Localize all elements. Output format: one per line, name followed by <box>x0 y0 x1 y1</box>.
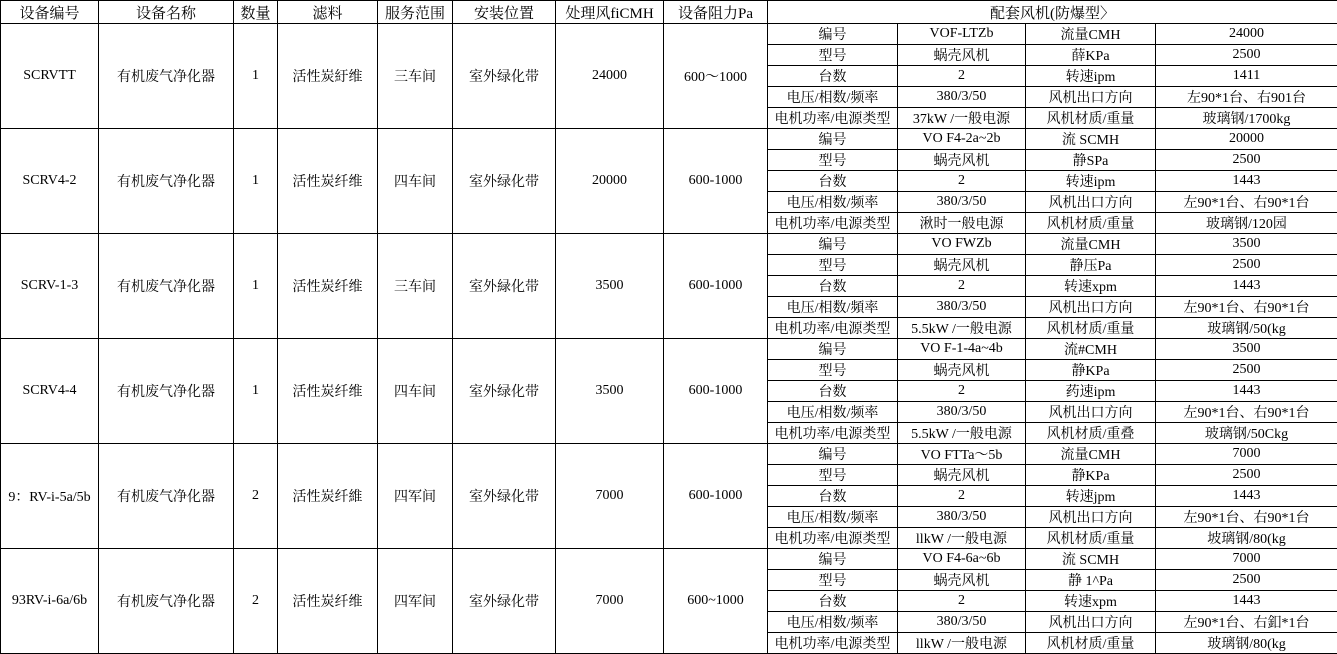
fan-spec-label: 薛KPa <box>1026 45 1156 66</box>
fan-spec-label: 台数 <box>768 171 898 192</box>
fan-spec-value: 玻璃钢/80(kg <box>1156 633 1337 654</box>
cell-quantity: 1 <box>234 129 278 234</box>
fan-spec-value: 37kW /一般电源 <box>898 108 1026 129</box>
cell-airflow: 3500 <box>556 339 664 444</box>
fan-spec-value: 2 <box>898 486 1026 507</box>
fan-spec-value: 3500 <box>1156 339 1337 360</box>
fan-spec-value: 2 <box>898 66 1026 87</box>
fan-spec-value: 玻璃钢/50(kg <box>1156 318 1337 339</box>
cell-airflow: 24000 <box>556 24 664 129</box>
fan-spec-label: 风机材质/重量 <box>1026 318 1156 339</box>
fan-spec-value: 1443 <box>1156 486 1337 507</box>
fan-spec-value: VO FWZb <box>898 234 1026 255</box>
cell-airflow: 7000 <box>556 444 664 549</box>
fan-spec-label: 流量CMH <box>1026 234 1156 255</box>
col-header-airflow: 处理风fiCMH <box>556 1 664 24</box>
fan-spec-value: 蜗壳风机 <box>898 150 1026 171</box>
cell-resistance: 600-1000 <box>664 234 768 339</box>
fan-spec-value: 蜗壳风机 <box>898 360 1026 381</box>
cell-service-area: 三车间 <box>378 234 453 339</box>
fan-spec-value: 380/3/50 <box>898 612 1026 633</box>
fan-spec-value: 2500 <box>1156 255 1337 276</box>
fan-spec-label: 风机材质/重量 <box>1026 633 1156 654</box>
cell-quantity: 1 <box>234 339 278 444</box>
fan-spec-value: 蜗壳风机 <box>898 465 1026 486</box>
fan-spec-value: 湫时一般电源 <box>898 213 1026 234</box>
fan-spec-value: 3500 <box>1156 234 1337 255</box>
fan-spec-label: 型号 <box>768 570 898 591</box>
header-row <box>1 1 1337 24</box>
fan-spec-label: 台数 <box>768 381 898 402</box>
fan-spec-value: 2 <box>898 276 1026 297</box>
cell-equipment-name: 有机废气净化器 <box>99 444 234 549</box>
cell-filter-media: 活性炭纤维 <box>278 129 378 234</box>
fan-spec-value: 蜗壳风机 <box>898 570 1026 591</box>
cell-quantity: 2 <box>234 549 278 654</box>
col-header-fan-group: 配套风机(防爆型〉 <box>768 1 1337 24</box>
col-header-equipment-id: 设备编号 <box>1 1 99 24</box>
fan-spec-value: 7000 <box>1156 549 1337 570</box>
col-header-filter-media: 滤料 <box>278 1 378 24</box>
cell-resistance: 600～1000 <box>664 24 768 129</box>
fan-spec-label: 电压/相数/频率 <box>768 87 898 108</box>
fan-spec-value: 蜗壳风机 <box>898 255 1026 276</box>
fan-spec-label: 风机材质/重量 <box>1026 528 1156 549</box>
cell-quantity: 2 <box>234 444 278 549</box>
fan-spec-label: 流 SCMH <box>1026 129 1156 150</box>
col-header-install-location: 安装位置 <box>453 1 556 24</box>
fan-spec-value: 24000 <box>1156 24 1337 45</box>
cell-resistance: 600~1000 <box>664 549 768 654</box>
fan-spec-value: VOF-LTZb <box>898 24 1026 45</box>
fan-spec-label: 电机功率/电源类型 <box>768 633 898 654</box>
fan-spec-value: 2 <box>898 171 1026 192</box>
fan-spec-value: VO FTTa～5b <box>898 444 1026 465</box>
cell-service-area: 四军间 <box>378 549 453 654</box>
fan-spec-label: 静SPa <box>1026 150 1156 171</box>
fan-spec-label: 流#CMH <box>1026 339 1156 360</box>
fan-spec-label: 风机出口方向 <box>1026 297 1156 318</box>
fan-spec-value: 2 <box>898 591 1026 612</box>
fan-spec-label: 电机功率/电源类型 <box>768 528 898 549</box>
fan-spec-label: 电压/相数/频率 <box>768 507 898 528</box>
fan-spec-label: 型号 <box>768 45 898 66</box>
fan-spec-label: 型号 <box>768 150 898 171</box>
fan-spec-label: 编号 <box>768 549 898 570</box>
fan-spec-value: 380/3/50 <box>898 297 1026 318</box>
fan-spec-label: 台数 <box>768 66 898 87</box>
fan-spec-value: 左90*1台、右90*1台 <box>1156 192 1337 213</box>
fan-spec-value: 2500 <box>1156 465 1337 486</box>
fan-spec-label: 风机出口方向 <box>1026 507 1156 528</box>
fan-spec-value: 380/3/50 <box>898 192 1026 213</box>
cell-quantity: 1 <box>234 234 278 339</box>
fan-spec-value: 左90*1台、右釦*1台 <box>1156 612 1337 633</box>
fan-spec-value: 蜗壳风机 <box>898 45 1026 66</box>
fan-spec-row <box>1 339 1337 360</box>
cell-equipment-id: SCRV-1-3 <box>1 234 99 339</box>
fan-spec-value: 左90*1台、右90*1台 <box>1156 297 1337 318</box>
fan-spec-label: 风机材质/重量 <box>1026 108 1156 129</box>
cell-equipment-name: 有机废气净化器 <box>99 549 234 654</box>
fan-spec-label: 静 1^Pa <box>1026 570 1156 591</box>
fan-spec-label: 流量CMH <box>1026 444 1156 465</box>
cell-filter-media: 活性炭纤维 <box>278 234 378 339</box>
fan-spec-value: 1443 <box>1156 381 1337 402</box>
fan-spec-value: VO F4-2a~2b <box>898 129 1026 150</box>
fan-spec-label: 电机功率/电源类型 <box>768 108 898 129</box>
fan-spec-label: 编号 <box>768 234 898 255</box>
fan-spec-label: 编号 <box>768 339 898 360</box>
fan-spec-label: 编号 <box>768 129 898 150</box>
cell-equipment-id: SCRVTT <box>1 24 99 129</box>
fan-spec-label: 转速ipm <box>1026 66 1156 87</box>
fan-spec-label: 型号 <box>768 465 898 486</box>
fan-spec-label: 风机出口方向 <box>1026 192 1156 213</box>
cell-service-area: 三车间 <box>378 24 453 129</box>
fan-spec-value: VO F-1-4a~4b <box>898 339 1026 360</box>
fan-spec-row <box>1 24 1337 45</box>
cell-quantity: 1 <box>234 24 278 129</box>
cell-filter-media: 活性炭纤维 <box>278 339 378 444</box>
fan-spec-label: 电压/相数/频率 <box>768 612 898 633</box>
fan-spec-value: 7000 <box>1156 444 1337 465</box>
fan-spec-value: 380/3/50 <box>898 507 1026 528</box>
cell-airflow: 3500 <box>556 234 664 339</box>
fan-spec-value: 玻璃钢/50Ckg <box>1156 423 1337 444</box>
fan-spec-value: 1411 <box>1156 66 1337 87</box>
fan-spec-label: 电机功率/电源类型 <box>768 213 898 234</box>
cell-resistance: 600-1000 <box>664 444 768 549</box>
col-header-resistance: 设备阻力Pa <box>664 1 768 24</box>
cell-resistance: 600-1000 <box>664 129 768 234</box>
fan-spec-value: 20000 <box>1156 129 1337 150</box>
fan-spec-label: 静压Pa <box>1026 255 1156 276</box>
fan-spec-value: llkW /一般电源 <box>898 633 1026 654</box>
fan-spec-label: 编号 <box>768 444 898 465</box>
fan-spec-label: 流 SCMH <box>1026 549 1156 570</box>
fan-spec-label: 台数 <box>768 486 898 507</box>
cell-filter-media: 活性炭纤維 <box>278 444 378 549</box>
fan-spec-label: 电机功率/电源类型 <box>768 318 898 339</box>
fan-spec-label: 风机出口方向 <box>1026 87 1156 108</box>
cell-install-location: 室外绿化带 <box>453 549 556 654</box>
fan-spec-value: 1443 <box>1156 591 1337 612</box>
col-header-service-area: 服务范围 <box>378 1 453 24</box>
fan-spec-label: 转速ipm <box>1026 171 1156 192</box>
cell-equipment-id: 9：RV-i-5a/5b <box>1 444 99 549</box>
cell-install-location: 室外绿化带 <box>453 24 556 129</box>
fan-spec-label: 流量CMH <box>1026 24 1156 45</box>
fan-spec-row <box>1 234 1337 255</box>
fan-spec-value: 玻璃钢/1700kg <box>1156 108 1337 129</box>
fan-spec-label: 台数 <box>768 591 898 612</box>
fan-spec-value: 1443 <box>1156 276 1337 297</box>
col-header-quantity: 数量 <box>234 1 278 24</box>
fan-spec-label: 型号 <box>768 360 898 381</box>
cell-resistance: 600-1000 <box>664 339 768 444</box>
fan-spec-label: 转速xpm <box>1026 276 1156 297</box>
cell-equipment-id: 93RV-i-6a/6b <box>1 549 99 654</box>
fan-spec-value: 2500 <box>1156 570 1337 591</box>
fan-spec-label: 风机出口方向 <box>1026 612 1156 633</box>
fan-spec-value: 左90*1台、右90*1台 <box>1156 402 1337 423</box>
fan-spec-label: 药速ipm <box>1026 381 1156 402</box>
cell-install-location: 室外绿化带 <box>453 129 556 234</box>
fan-spec-label: 台数 <box>768 276 898 297</box>
cell-equipment-name: 有机废气净化器 <box>99 24 234 129</box>
cell-equipment-name: 有机废气净化器 <box>99 129 234 234</box>
fan-spec-label: 编号 <box>768 24 898 45</box>
fan-spec-row <box>1 444 1337 465</box>
fan-spec-label: 电压/相数/頻率 <box>768 297 898 318</box>
fan-spec-label: 电压/相数/频率 <box>768 192 898 213</box>
fan-spec-value: 2 <box>898 381 1026 402</box>
fan-spec-label: 风机出口方向 <box>1026 402 1156 423</box>
fan-spec-value: 玻璃钢/120园 <box>1156 213 1337 234</box>
fan-spec-label: 电压/相数/频率 <box>768 402 898 423</box>
fan-spec-value: 左90*1台、右90*1台 <box>1156 507 1337 528</box>
cell-airflow: 20000 <box>556 129 664 234</box>
fan-spec-value: 5.5kW /一般电源 <box>898 423 1026 444</box>
cell-service-area: 四军间 <box>378 444 453 549</box>
cell-install-location: 室外绿化带 <box>453 444 556 549</box>
cell-airflow: 7000 <box>556 549 664 654</box>
fan-spec-value: 2500 <box>1156 150 1337 171</box>
cell-service-area: 四车间 <box>378 339 453 444</box>
fan-spec-value: 左90*1台、右901台 <box>1156 87 1337 108</box>
fan-spec-value: 380/3/50 <box>898 87 1026 108</box>
cell-equipment-id: SCRV4-4 <box>1 339 99 444</box>
fan-spec-value: llkW /一般电源 <box>898 528 1026 549</box>
fan-spec-value: 380/3/50 <box>898 402 1026 423</box>
cell-install-location: 室外绿化带 <box>453 339 556 444</box>
fan-spec-label: 风机材质/重叠 <box>1026 423 1156 444</box>
fan-spec-value: 1443 <box>1156 171 1337 192</box>
fan-spec-label: 转速xpm <box>1026 591 1156 612</box>
cell-install-location: 室外緑化带 <box>453 234 556 339</box>
cell-filter-media: 活性炭纤维 <box>278 549 378 654</box>
fan-spec-value: VO F4-6a~6b <box>898 549 1026 570</box>
fan-spec-label: 静KPa <box>1026 360 1156 381</box>
fan-spec-row <box>1 549 1337 570</box>
fan-spec-label: 风机材质/重量 <box>1026 213 1156 234</box>
fan-spec-label: 电机功率/电源类型 <box>768 423 898 444</box>
fan-spec-value: 5.5kW /一般电源 <box>898 318 1026 339</box>
fan-spec-row <box>1 129 1337 150</box>
cell-filter-media: 活性炭紆维 <box>278 24 378 129</box>
col-header-equipment-name: 设备名称 <box>99 1 234 24</box>
cell-equipment-name: 有机废气净化器 <box>99 234 234 339</box>
fan-spec-value: 坡璃钢/80(kg <box>1156 528 1337 549</box>
fan-spec-label: 静KPa <box>1026 465 1156 486</box>
cell-equipment-id: SCRV4-2 <box>1 129 99 234</box>
fan-spec-label: 型号 <box>768 255 898 276</box>
fan-spec-value: 2500 <box>1156 360 1337 381</box>
fan-spec-label: 转速jpm <box>1026 486 1156 507</box>
cell-equipment-name: 有机废气净化器 <box>99 339 234 444</box>
fan-spec-value: 2500 <box>1156 45 1337 66</box>
cell-service-area: 四车间 <box>378 129 453 234</box>
